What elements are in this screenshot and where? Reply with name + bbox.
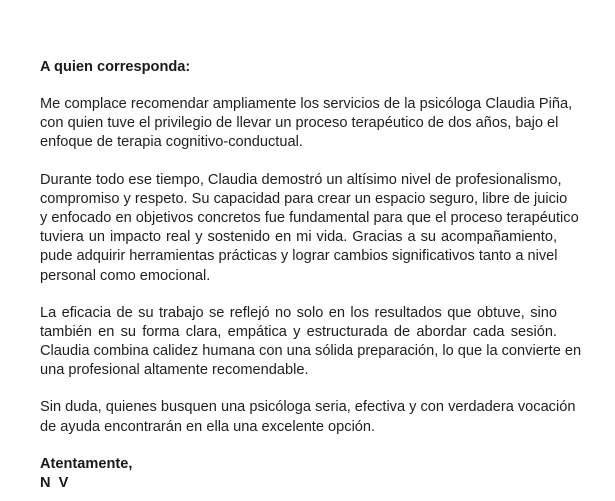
text-line: tuviera un impacto real y sostenido en mi vida. Gracias a su acompañamiento, [40, 229, 557, 246]
paragraph-intro [40, 95, 573, 153]
text-line: de ayuda encontrarán en ella una excelente opción. [40, 418, 376, 435]
text-line: una profesional altamente recomendable. [40, 362, 309, 379]
recommendation-letter [40, 58, 582, 493]
text-line: y enfocado en objetivos concretos fue fundamental para que el proceso terapéutico [40, 209, 579, 226]
text-line: con quien tuve el privilegio de llevar un proceso terapéutico de dos años, bajo el [40, 115, 559, 132]
text-line: pude adquirir herramientas prácticas y lograr cambios significativos tanto a nivel [40, 248, 558, 265]
paragraph-conclusion [40, 398, 576, 436]
text-line: personal como emocional. [40, 267, 211, 284]
paragraph-efficacy [40, 304, 582, 381]
text-line: La eficacia de su trabajo se reflejó no solo en los resultados que obtuve, sino [40, 304, 557, 321]
text-line: compromiso y respeto. Su capacidad para crear un espacio seguro, libre de juicio [40, 190, 568, 207]
text-line: Me complace recomendar ampliamente los servicios de la psicóloga Claudia Piña, [40, 96, 573, 112]
signature: N V [40, 474, 71, 491]
text-line: Claudia combina calidez humana con una sólida preparación, lo que la convierte en [40, 343, 582, 360]
text-line: enfoque de terapia cognitivo-conductual. [40, 134, 303, 151]
text-line: Sin duda, quienes busquen una psicóloga seria, efectiva y con verdadera vocación [40, 399, 576, 416]
text-line: Durante todo ese tiempo, Claudia demostró un altísimo nivel de profesionalismo, [40, 171, 562, 188]
salutation: A quien corresponda: [40, 59, 191, 75]
closing-block [40, 455, 557, 493]
closing-phrase: Atentamente, [40, 455, 133, 472]
paragraph-professionalism [40, 171, 579, 286]
text-line: también en su forma clara, empática y estructurada de abordar cada sesión. [40, 323, 557, 340]
